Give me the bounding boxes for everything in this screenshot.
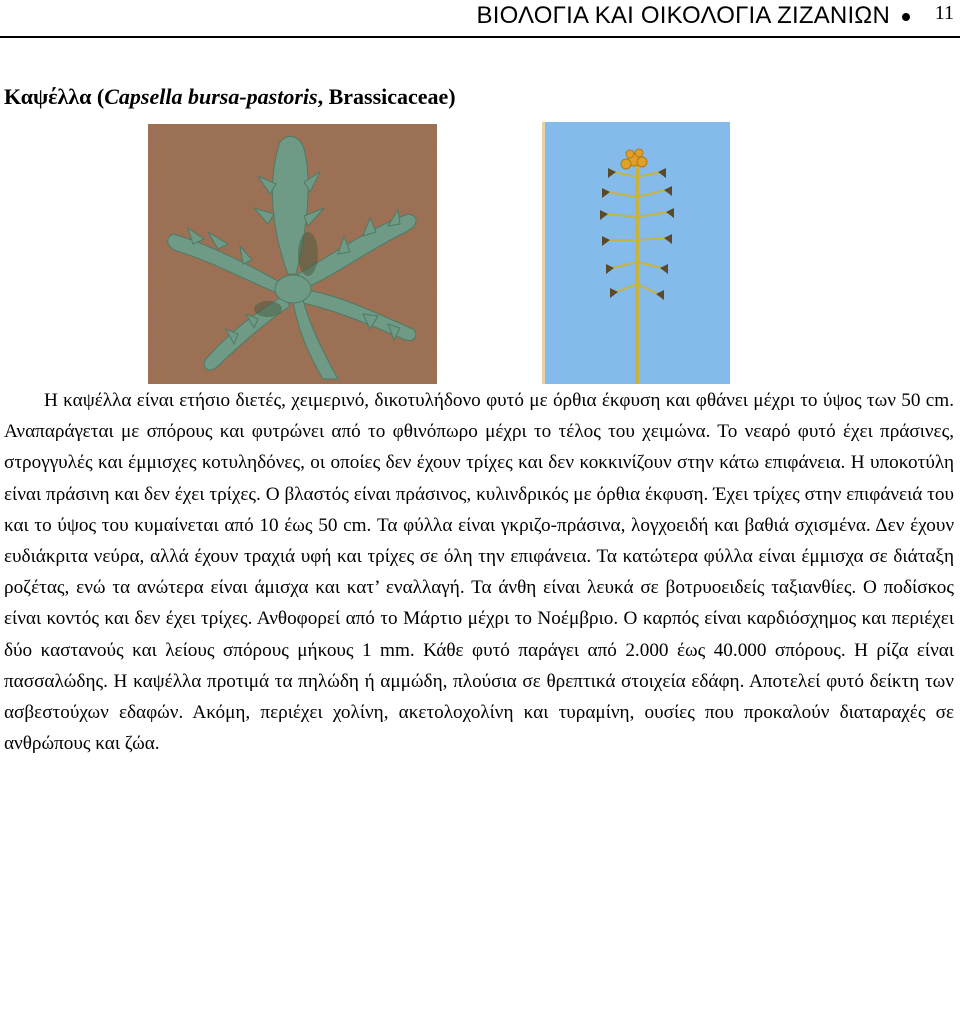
page-number: 11 [934, 2, 954, 24]
title-scientific-name: Capsella bursa-pastoris [104, 84, 318, 109]
bullet-separator [902, 13, 910, 21]
section-title [4, 84, 456, 110]
rosette-photo [148, 124, 437, 384]
title-common-name: Καψέλλα ( [4, 84, 105, 109]
inflorescence-photo [542, 122, 730, 384]
running-title: ΒΙΟΛΟΓΙΑ ΚΑΙ ΟΙΚΟΛΟΓΙΑ ΖΙΖΑΝΙΩΝ [476, 2, 890, 29]
page-header [0, 0, 960, 38]
description-paragraph: Η καψέλλα είναι ετήσιο διετές, χειμερινό, δικοτυλήδονο φυτό με όρθια έκφυση και φθάνει μέχρι το ύψος των 50 cm. Αναπαράγεται με σπόρους και φυτρώνει από το φθινόπωρο μέχρι το τέλος του χειμώνα. Το νεαρό φυτό έχει πράσινες, στρογγυλές και έμμισχες κοτυληδόνες, οι οποίες δεν έχουν τρίχες και δεν κοκκινίζουν στην κάτω επιφάνεια. Η υποκοτύλη είναι πράσινη και δεν έχει τρίχες. Ο βλαστός είναι πράσινος, κυλινδρικός με όρθια έκφυση. Έχει τρίχες στην επιφάνειά του και το ύψος του κυμαίνεται από 10 έως 50 cm. Τα φύλλα είναι γκριζο-πράσινα, λογχοειδή και βαθιά σχισμένα. Δεν έχουν ευδιάκριτα νεύρα, αλλά έχουν τραχιά υφή και τρίχες σε όλη την επιφάνεια. Τα κατώτερα φύλλα είναι έμμισχα σε διάταξη ροζέτας, ενώ τα ανώτερα είναι άμισχα και κατ’ εναλλαγή. Τα άνθη είναι λευκά σε βοτρυοειδείς ταξιανθίες. Ο ποδίσκος είναι κοντός και δεν έχει τρίχες. Ανθοφορεί από το Μάρτιο μέχρι το Νοέμβριο. Ο καρπός είναι καρδιόσχημος και περιέχει δύο καστανούς και λείους σπόρους μήκους 1 mm. Κάθε φυτό παράγει από 2.000 έως 40.000 σπόρους. Η ρίζα είναι πασσαλώδης. Η καψέλλα προτιμά τα πηλώδη ή αμμώδη, πλούσια σε θρεπτικά στοιχεία εδάφη. Αποτελεί φυτό δείκτη των ασβεστούχων εδαφών. Ακόμη, περιέχει χολίνη, ακετολοχολίνη και τυραμίνη, ουσίες που προκαλούν διαταραχές σε ανθρώπους και ζώα. [4, 390, 954, 755]
title-family: , Brassicaceae) [317, 84, 456, 109]
header-rule [0, 36, 960, 38]
